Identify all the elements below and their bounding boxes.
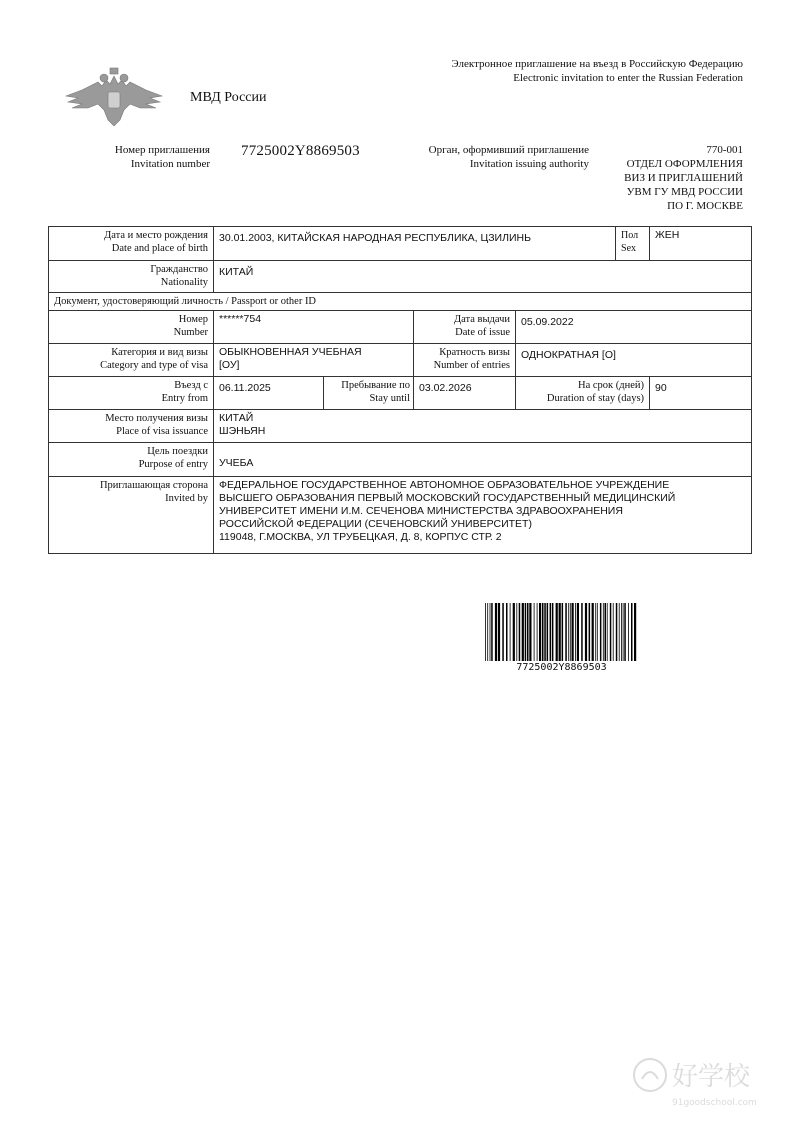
barcode-bar xyxy=(559,603,561,661)
barcode-bar xyxy=(565,603,567,661)
barcode-bar xyxy=(490,603,491,661)
place-value: КИТАЙ ШЭНЬЯН xyxy=(214,410,752,443)
barcode-bar xyxy=(610,603,612,661)
passport-number-value: ******754 xyxy=(214,311,414,344)
inviter-label: Приглашающая сторона Invited by xyxy=(49,477,214,554)
barcode-bar xyxy=(550,603,552,661)
barcode-bar xyxy=(568,603,569,661)
birth-value: 30.01.2003, КИТАЙСКАЯ НАРОДНАЯ РЕСПУБЛИКА, ЦЗИЛИНЬ xyxy=(214,227,616,261)
barcode-bar xyxy=(537,603,538,661)
entry-from-label: Въезд с Entry from xyxy=(49,377,214,410)
barcode-bar xyxy=(552,603,554,661)
barcode-number: 7725002Y8869503 xyxy=(516,662,607,673)
barcode-bar xyxy=(623,603,624,661)
passport-row xyxy=(49,311,752,344)
sex-value: ЖЕН xyxy=(650,227,752,261)
barcode-bar xyxy=(487,603,488,661)
authority-line: ОТДЕЛ ОФОРМЛЕНИЯ xyxy=(626,158,743,170)
stay-until-value: 03.02.2026 xyxy=(414,377,516,410)
barcode-bar xyxy=(539,603,541,661)
inviter-row xyxy=(49,477,752,554)
barcode-bar xyxy=(581,603,583,661)
ministry-name: МВД России xyxy=(190,90,267,105)
barcode-bar xyxy=(585,603,587,661)
duration-label: На срок (дней) Duration of stay (days) xyxy=(516,377,650,410)
barcode-bar xyxy=(519,603,521,661)
document-header-row xyxy=(49,293,752,311)
issuing-authority-value xyxy=(593,143,743,213)
barcode-bar xyxy=(527,603,529,661)
watermark-logo xyxy=(628,1045,778,1115)
purpose-label: Цель поездки Purpose of entry xyxy=(49,443,214,477)
barcode-bar xyxy=(491,603,493,661)
visa-row xyxy=(49,344,752,377)
barcode-bar xyxy=(592,603,594,661)
authority-line: ПО Г. МОСКВЕ xyxy=(667,200,743,212)
authority-line: УВМ ГУ МВД РОССИИ xyxy=(626,186,743,198)
watermark-text: 好学校 xyxy=(672,1062,751,1092)
barcode-bar xyxy=(634,603,636,661)
nationality-label: Гражданство Nationality xyxy=(49,261,214,293)
issue-date-label: Дата выдачи Date of issue xyxy=(414,311,516,344)
issue-date-value: 05.09.2022 xyxy=(516,311,752,344)
entries-value: ОДНОКРАТНАЯ [О] xyxy=(516,344,752,377)
entries-label: Кратность визы Number of entries xyxy=(414,344,516,377)
barcode-bar xyxy=(577,603,579,661)
birth-row xyxy=(49,227,752,261)
inviter-address: 119048, Г.МОСКВА, УЛ ТРУБЕЦКАЯ, Д. 8, КОРПУС СТР. 2 xyxy=(219,531,502,543)
duration-value: 90 xyxy=(650,377,752,410)
document-title-en: Electronic invitation to enter the Russian Federation xyxy=(513,72,743,84)
passport-number-label: Номер Number xyxy=(49,311,214,344)
nationality-value: КИТАЙ xyxy=(214,261,752,293)
authority-line: ВИЗ И ПРИГЛАШЕНИЙ xyxy=(624,172,743,184)
barcode-bar xyxy=(589,603,591,661)
barcode-bar xyxy=(607,603,608,661)
barcode-bar xyxy=(542,603,544,661)
barcode-bar xyxy=(516,603,517,661)
birth-label: Дата и место рождения Date and place of birth xyxy=(49,227,214,261)
stay-until-label: Пребывание по Stay until xyxy=(324,377,414,410)
barcode-bar xyxy=(595,603,596,661)
barcode-bar xyxy=(495,603,497,661)
barcode-bar xyxy=(506,603,508,661)
barcode-bar xyxy=(597,603,598,661)
barcode-bar xyxy=(510,603,511,661)
barcode-bar xyxy=(624,603,626,661)
double-headed-eagle-emblem-icon xyxy=(64,66,164,130)
barcode-bar xyxy=(600,603,602,661)
barcode-bar xyxy=(613,603,614,661)
issuing-authority-label-en: Invitation issuing authority xyxy=(469,158,589,170)
barcode-bar xyxy=(572,603,574,661)
barcode-bar xyxy=(502,603,504,661)
barcode-bar xyxy=(605,603,607,661)
inviter-value: ФЕДЕРАЛЬНОЕ ГОСУДАРСТВЕННОЕ АВТОНОМНОЕ ОБРАЗОВАТЕЛЬНОЕ УЧРЕЖДЕНИЕ ВЫСШЕГО ОБРАЗОВАНИЯ ПЕРВЫЙ МОСКОВСКИЙ ГОСУДАРСТВЕННЫЙ МЕДИЦИНСКИЙ УНИВЕРСИТЕТ ИМЕНИ И.М. СЕЧЕНОВА МИНИСТЕРСТВА ЗДРАВООХРАНЕНИЯ РОССИЙСКОЙ ФЕДЕРАЦИИ (СЕЧЕНОВСКИЙ УНИВЕРСИТЕТ) 119048, Г.МОСКВА, УЛ ТРУБЕЦКАЯ, Д. 8, КОРПУС СТР. 2 xyxy=(214,477,752,554)
invitation-number-label-ru: Номер приглашения xyxy=(114,144,210,156)
barcode-bar xyxy=(525,603,527,661)
barcode-bar xyxy=(619,603,620,661)
barcode-bar xyxy=(544,603,546,661)
authority-code: 770-001 xyxy=(706,144,743,156)
barcode-bar xyxy=(498,603,500,661)
invitation-number-label-en: Invitation number xyxy=(130,158,210,170)
barcode-bar xyxy=(529,603,531,661)
purpose-row xyxy=(49,443,752,477)
document-header: Документ, удостоверяющий личность / Passport or other ID xyxy=(49,293,752,311)
barcode-bar xyxy=(575,603,576,661)
barcode-bar xyxy=(522,603,524,661)
barcode-bar xyxy=(603,603,604,661)
barcode-bar xyxy=(485,603,486,661)
barcode-bar xyxy=(570,603,571,661)
invitation-details-table xyxy=(48,226,752,554)
invitation-number-label xyxy=(80,143,210,171)
issuing-authority-label xyxy=(395,143,589,171)
purpose-value: УЧЕБА xyxy=(214,443,752,477)
barcode-bar xyxy=(631,603,633,661)
barcode-bar xyxy=(562,603,564,661)
dates-row xyxy=(49,377,752,410)
place-row xyxy=(49,410,752,443)
barcode-bar xyxy=(547,603,549,661)
nationality-row xyxy=(49,261,752,293)
entry-from-value: 06.11.2025 xyxy=(214,377,324,410)
barcode-bar xyxy=(628,603,629,661)
barcode-bar xyxy=(534,603,535,661)
visa-category-value: ОБЫКНОВЕННАЯ УЧЕБНАЯ [ОУ] xyxy=(214,344,414,377)
document-title-ru: Электронное приглашение на въезд в Российскую Федерацию xyxy=(451,58,743,70)
issuing-authority-label-ru: Орган, оформивший приглашение xyxy=(428,144,589,156)
visa-category-label: Категория и вид визы Category and type of visa xyxy=(49,344,214,377)
document-title xyxy=(451,57,743,85)
barcode-bar xyxy=(616,603,618,661)
barcode-icon xyxy=(484,603,639,661)
invitation-number: 7725002Y8869503 xyxy=(241,143,360,159)
sex-label: Пол Sex xyxy=(616,227,650,261)
place-label: Место получения визы Place of visa issuance xyxy=(49,410,214,443)
watermark-url: 91goodschool.com xyxy=(672,1098,757,1108)
barcode-bar xyxy=(621,603,622,661)
barcode-bar xyxy=(556,603,558,661)
barcode-bar xyxy=(513,603,515,661)
